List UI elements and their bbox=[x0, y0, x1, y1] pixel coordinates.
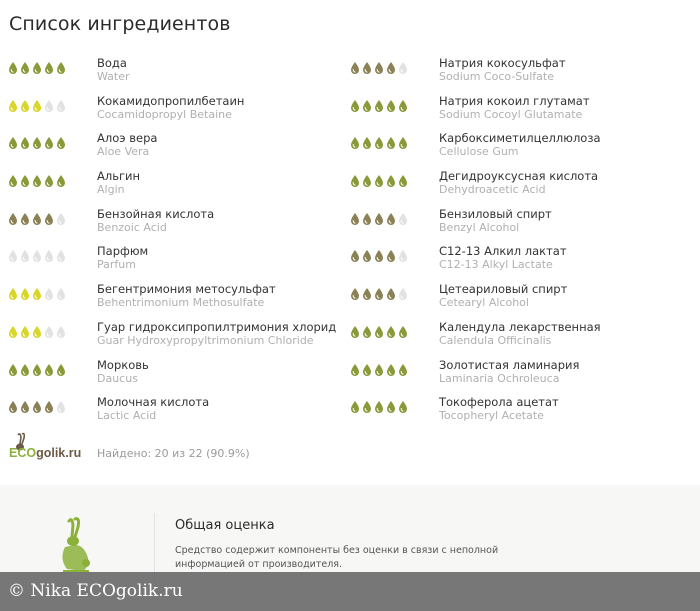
page-title: Список ингредиентов bbox=[9, 13, 231, 35]
drop-icon bbox=[386, 174, 396, 188]
safety-rating bbox=[8, 99, 66, 113]
ingredient-name-ru: С12-13 Алкил лактат bbox=[439, 244, 567, 259]
logo-text: ECOgolik.ru bbox=[9, 446, 82, 460]
drop-icon bbox=[374, 136, 384, 150]
ingredient-names bbox=[97, 169, 140, 196]
ingredient-names bbox=[97, 131, 157, 158]
ingredient-names bbox=[97, 244, 148, 271]
ingredient-name-ru: Альгин bbox=[97, 169, 141, 184]
drop-icon bbox=[350, 249, 360, 263]
drop-icon bbox=[374, 249, 384, 263]
ingredient-name-lat: Behentrimonium Methosulfate bbox=[97, 296, 265, 310]
drop-icon bbox=[56, 249, 66, 263]
drop-icon bbox=[386, 400, 396, 414]
ingredient-name-lat: C12-13 Alkyl Lactate bbox=[439, 258, 553, 272]
drop-icon bbox=[20, 61, 30, 75]
drop-icon bbox=[386, 363, 396, 377]
ingredient-row[interactable] bbox=[0, 242, 345, 280]
drop-icon bbox=[398, 249, 408, 263]
ingredient-names bbox=[439, 320, 601, 347]
ingredient-name-ru: Молочная кислота bbox=[97, 395, 210, 410]
drop-icon bbox=[362, 325, 372, 339]
ingredient-row[interactable] bbox=[0, 280, 345, 318]
drop-icon bbox=[350, 287, 360, 301]
drop-icon bbox=[20, 99, 30, 113]
ingredient-name-lat: Benzoic Acid bbox=[97, 220, 167, 234]
safety-rating bbox=[8, 174, 66, 188]
drop-icon bbox=[20, 249, 30, 263]
safety-rating bbox=[350, 400, 408, 414]
drop-icon bbox=[56, 61, 66, 75]
drop-icon bbox=[374, 325, 384, 339]
drop-icon bbox=[386, 212, 396, 226]
ingredient-name-lat: Sodium Coco-Sulfate bbox=[439, 70, 555, 83]
safety-rating bbox=[350, 249, 408, 263]
safety-rating bbox=[350, 174, 408, 188]
ingredient-names bbox=[439, 131, 601, 158]
drop-icon bbox=[8, 249, 18, 263]
drop-icon bbox=[32, 249, 42, 263]
ingredient-name-lat: Parfum bbox=[97, 258, 136, 272]
drop-icon bbox=[362, 212, 372, 226]
ingredient-name-lat: Water bbox=[97, 70, 130, 83]
drop-icon bbox=[398, 99, 408, 113]
ingredient-name-ru: Золотистая ламинария bbox=[439, 357, 580, 372]
drop-icon bbox=[44, 174, 54, 188]
drop-icon bbox=[32, 99, 42, 113]
drop-icon bbox=[386, 136, 396, 150]
drop-icon bbox=[56, 174, 66, 188]
ingredient-name-lat: Guar Hydroxypropyltrimonium Chloride bbox=[97, 333, 314, 347]
ingredient-row[interactable] bbox=[342, 280, 700, 318]
ingredient-name-lat: Sodium Cocoyl Glutamate bbox=[439, 107, 583, 121]
ingredient-row[interactable] bbox=[342, 92, 700, 130]
ingredient-name-ru: Бензиловый спирт bbox=[439, 206, 552, 221]
ingredient-name-lat: Laminaria Ochroleuca bbox=[439, 371, 560, 385]
ingredient-name-ru: Цетеариловый спирт bbox=[439, 282, 568, 297]
ingredient-name-lat: Tocopheryl Acetate bbox=[439, 409, 544, 423]
ingredient-row[interactable] bbox=[342, 318, 700, 356]
ingredient-name-ru: Кокамидопропилбетаин bbox=[97, 93, 245, 108]
drop-icon bbox=[398, 400, 408, 414]
ingredient-name-ru: Карбоксиметилцеллюлоза bbox=[439, 131, 601, 146]
safety-rating bbox=[8, 400, 66, 414]
ingredient-names bbox=[97, 320, 336, 347]
ingredient-row[interactable] bbox=[0, 205, 345, 243]
drop-icon bbox=[8, 325, 18, 339]
drop-icon bbox=[56, 99, 66, 113]
drop-icon bbox=[374, 174, 384, 188]
drop-icon bbox=[398, 136, 408, 150]
ingredient-name-ru: Вода bbox=[97, 56, 127, 70]
ingredient-names bbox=[439, 56, 566, 83]
ingredient-row[interactable] bbox=[342, 356, 700, 394]
drop-icon bbox=[350, 174, 360, 188]
ingredient-name-lat: Algin bbox=[97, 183, 125, 197]
drop-icon bbox=[374, 363, 384, 377]
ingredient-name-ru: Алоэ вера bbox=[97, 131, 158, 146]
drop-icon bbox=[56, 400, 66, 414]
drop-icon bbox=[350, 61, 360, 75]
ingredient-row[interactable] bbox=[342, 167, 700, 205]
ingredient-list-left bbox=[0, 54, 345, 431]
ingredient-names bbox=[97, 358, 149, 385]
drop-icon bbox=[20, 174, 30, 188]
ingredient-names bbox=[439, 207, 552, 234]
drop-icon bbox=[32, 174, 42, 188]
safety-rating bbox=[350, 363, 408, 377]
ingredient-names bbox=[439, 395, 559, 422]
ingredient-names bbox=[439, 282, 567, 309]
drop-icon bbox=[56, 325, 66, 339]
ingredient-name-ru: Дегидроуксусная кислота bbox=[439, 169, 599, 184]
drop-icon bbox=[44, 99, 54, 113]
ingredient-name-ru: Парфюм bbox=[97, 244, 149, 259]
ingredient-name-ru: Календула лекарственная bbox=[439, 319, 601, 334]
drop-icon bbox=[44, 363, 54, 377]
drop-icon bbox=[362, 136, 372, 150]
drop-icon bbox=[374, 287, 384, 301]
safety-rating bbox=[350, 212, 408, 226]
ingredient-name-ru: Гуар гидроксипропилтримония хлорид bbox=[97, 319, 337, 334]
drop-icon bbox=[20, 400, 30, 414]
drop-icon bbox=[20, 212, 30, 226]
safety-rating bbox=[350, 287, 408, 301]
drop-icon bbox=[374, 212, 384, 226]
ingredient-names bbox=[97, 207, 214, 234]
drop-icon bbox=[32, 363, 42, 377]
ingredient-row[interactable] bbox=[0, 54, 345, 92]
safety-rating bbox=[350, 61, 408, 75]
drop-icon bbox=[350, 136, 360, 150]
drop-icon bbox=[350, 212, 360, 226]
drop-icon bbox=[362, 61, 372, 75]
drop-icon bbox=[8, 212, 18, 226]
ingredient-names bbox=[97, 282, 276, 309]
drop-icon bbox=[398, 325, 408, 339]
ingredient-name-lat: Cellulose Gum bbox=[439, 145, 519, 159]
drop-icon bbox=[32, 136, 42, 150]
safety-rating bbox=[350, 99, 408, 113]
ingredient-list-right bbox=[342, 54, 700, 431]
drop-icon bbox=[386, 287, 396, 301]
overall-description: Средство содержит компоненты без оценки в связи с неполной информацией от производителя. bbox=[175, 545, 499, 570]
ingredient-names bbox=[439, 244, 567, 271]
drop-icon bbox=[56, 363, 66, 377]
ingredient-name-lat: Calendula Officinalis bbox=[439, 333, 552, 347]
ingredient-names bbox=[97, 395, 209, 422]
ingredient-row[interactable] bbox=[342, 129, 700, 167]
ingredient-names bbox=[97, 94, 244, 121]
drop-icon bbox=[56, 212, 66, 226]
drop-icon bbox=[20, 363, 30, 377]
ingredient-name-lat: Cocamidopropyl Betaine bbox=[97, 107, 232, 121]
drop-icon bbox=[386, 249, 396, 263]
drop-icon bbox=[20, 325, 30, 339]
drop-icon bbox=[350, 99, 360, 113]
drop-icon bbox=[32, 61, 42, 75]
ingredient-row[interactable] bbox=[0, 356, 345, 394]
drop-icon bbox=[56, 136, 66, 150]
ingredient-name-lat: Aloe Vera bbox=[97, 145, 150, 159]
drop-icon bbox=[8, 174, 18, 188]
drop-icon bbox=[32, 287, 42, 301]
ingredient-name-lat: Dehydroacetic Acid bbox=[439, 183, 546, 197]
drop-icon bbox=[8, 400, 18, 414]
safety-rating bbox=[350, 325, 408, 339]
safety-rating bbox=[8, 325, 66, 339]
drop-icon bbox=[362, 287, 372, 301]
ingredient-name-ru: Бензойная кислота bbox=[97, 206, 215, 221]
safety-rating bbox=[8, 212, 66, 226]
ingredient-row[interactable] bbox=[342, 242, 700, 280]
safety-rating bbox=[8, 249, 66, 263]
drop-icon bbox=[44, 212, 54, 226]
ingredient-name-ru: Натрия кокоил глутамат bbox=[439, 93, 590, 108]
drop-icon bbox=[44, 400, 54, 414]
drop-icon bbox=[20, 287, 30, 301]
ingredient-name-lat: Lactic Acid bbox=[97, 409, 157, 423]
drop-icon bbox=[350, 325, 360, 339]
drop-icon bbox=[398, 363, 408, 377]
drop-icon bbox=[44, 325, 54, 339]
drop-icon bbox=[56, 287, 66, 301]
drop-icon bbox=[362, 174, 372, 188]
overall-title: Общая оценка bbox=[175, 518, 275, 533]
drop-icon bbox=[386, 99, 396, 113]
drop-icon bbox=[398, 287, 408, 301]
ingredient-name-ru: Бегентримония метосульфат bbox=[97, 282, 276, 297]
drop-icon bbox=[374, 99, 384, 113]
drop-icon bbox=[8, 99, 18, 113]
safety-rating bbox=[8, 287, 66, 301]
drop-icon bbox=[8, 287, 18, 301]
ingredient-row[interactable] bbox=[0, 318, 345, 356]
ingredient-name-ru: Морковь bbox=[97, 357, 149, 372]
drop-icon bbox=[44, 61, 54, 75]
drop-icon bbox=[362, 400, 372, 414]
photo-credit: © Nika ECOgolik.ru bbox=[0, 572, 700, 611]
ingredient-names bbox=[97, 56, 130, 83]
ingredient-name-lat: Cetearyl Alcohol bbox=[439, 296, 529, 310]
ecogolik-logo[interactable] bbox=[8, 432, 84, 464]
ingredient-row[interactable] bbox=[342, 54, 700, 92]
drop-icon bbox=[32, 212, 42, 226]
ingredient-name-lat: Benzyl Alcohol bbox=[439, 220, 520, 234]
ingredient-row[interactable] bbox=[0, 129, 345, 167]
drop-icon bbox=[32, 325, 42, 339]
drop-icon bbox=[398, 174, 408, 188]
ingredient-name-ru: Натрия кокосульфат bbox=[439, 56, 566, 70]
drop-icon bbox=[362, 99, 372, 113]
drop-icon bbox=[398, 61, 408, 75]
drop-icon bbox=[32, 400, 42, 414]
safety-rating bbox=[8, 61, 66, 75]
safety-rating bbox=[8, 136, 66, 150]
drop-icon bbox=[8, 61, 18, 75]
drop-icon bbox=[20, 136, 30, 150]
rabbit-icon bbox=[55, 517, 99, 577]
drop-icon bbox=[44, 249, 54, 263]
safety-rating bbox=[8, 363, 66, 377]
ingredient-name-ru: Токоферола ацетат bbox=[439, 395, 559, 410]
ingredient-names bbox=[439, 358, 579, 385]
drop-icon bbox=[350, 363, 360, 377]
ingredient-names bbox=[439, 94, 590, 121]
drop-icon bbox=[398, 212, 408, 226]
drop-icon bbox=[8, 136, 18, 150]
drop-icon bbox=[44, 136, 54, 150]
safety-rating bbox=[350, 136, 408, 150]
drop-icon bbox=[362, 363, 372, 377]
drop-icon bbox=[362, 249, 372, 263]
ingredient-row[interactable] bbox=[0, 393, 345, 431]
drop-icon bbox=[386, 325, 396, 339]
drop-icon bbox=[374, 61, 384, 75]
drop-icon bbox=[44, 287, 54, 301]
drop-icon bbox=[374, 400, 384, 414]
drop-icon bbox=[350, 400, 360, 414]
ingredient-row[interactable] bbox=[342, 205, 700, 243]
ingredient-row[interactable] bbox=[342, 393, 700, 431]
ingredient-names bbox=[439, 169, 598, 196]
drop-icon bbox=[8, 363, 18, 377]
ingredient-row[interactable] bbox=[0, 167, 345, 205]
ingredient-row[interactable] bbox=[0, 92, 345, 130]
found-count: Найдено: 20 из 22 (90.9%) bbox=[97, 447, 250, 460]
ingredient-name-lat: Daucus bbox=[97, 371, 138, 385]
drop-icon bbox=[386, 61, 396, 75]
